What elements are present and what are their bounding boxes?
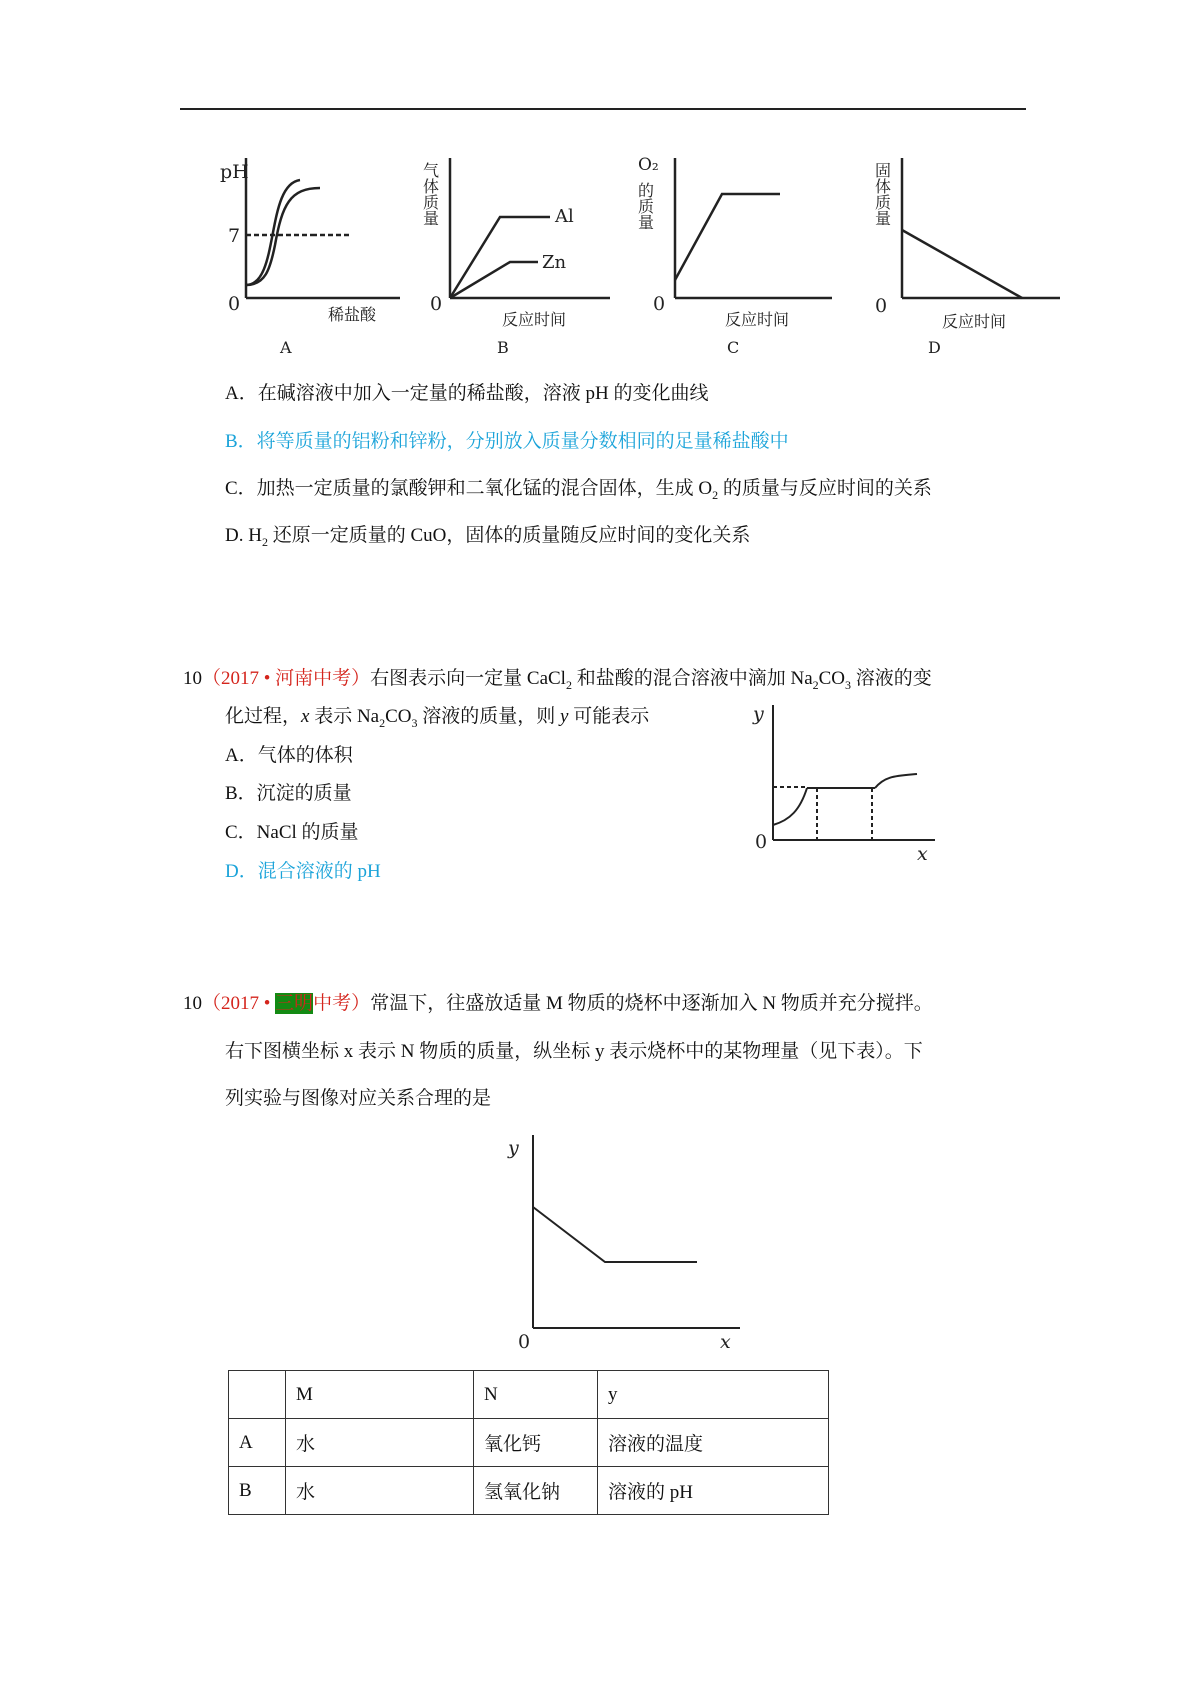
graph-a-origin: 0	[228, 293, 241, 315]
table-cell: 水	[286, 1419, 474, 1467]
subscript: 2	[812, 677, 819, 692]
subscript: 2	[565, 677, 572, 692]
var-y: y	[560, 706, 569, 727]
q10b-graph	[500, 1130, 750, 1355]
graph-b-series-al: Al	[555, 206, 574, 227]
table-cell: 溶液的 pH	[598, 1467, 829, 1515]
graph-b-y-label: 气体质量	[420, 162, 440, 226]
subscript: 2	[261, 534, 268, 549]
q10a-option-d-answer: D．混合溶液的 pH	[225, 861, 381, 882]
q10b-stem-line3: 列实验与图像对应关系合理的是	[225, 1088, 492, 1109]
graph-d-x-label: 反应时间	[942, 312, 1007, 331]
q10a-stem-line1	[183, 663, 932, 693]
graph-c-caption: C	[727, 338, 740, 357]
text: 溶液的变	[851, 668, 932, 689]
q9-option-a: A．在碱溶液中加入一定量的稀盐酸，溶液 pH 的变化曲线	[225, 383, 709, 404]
text: 还原一定质量的 CuO，固体的质量随反应时间的变化关系	[267, 525, 751, 546]
graph-b-caption: B	[497, 338, 509, 357]
text: 可能表示	[568, 706, 650, 727]
graph-d-y-label: 固体质量	[872, 162, 892, 226]
graph-d-caption: D	[928, 338, 941, 357]
text: 表示 Na	[309, 706, 380, 727]
text: 和盐酸的混合溶液中滴加 Na	[571, 668, 813, 689]
graph-a-y-label: pH	[220, 161, 249, 183]
graph-b-origin: 0	[430, 293, 443, 315]
q10b-stem-line2: 右下图横坐标 x 表示 N 物质的质量，纵坐标 y 表示烧杯中的某物理量（见下表）。下	[225, 1041, 923, 1062]
q10b-graph-origin: 0	[518, 1331, 531, 1353]
subscript: 3	[845, 677, 852, 692]
question-number: 10	[183, 668, 202, 689]
q10a-graph-y-label: y	[753, 703, 764, 725]
q10a-graph-x-label: x	[917, 843, 928, 865]
graph-c-x-label: 反应时间	[725, 310, 790, 329]
q10b-graph-y-label: y	[508, 1137, 519, 1159]
text: 化过程，	[225, 706, 302, 727]
q9-option-b-answer: B．将等质量的铝粉和锌粉，分别放入质量分数相同的足量稀盐酸中	[225, 431, 789, 452]
text: CO	[818, 668, 846, 689]
text: 的质量与反应时间的关系	[718, 478, 932, 499]
question-source-highlight: 三明	[275, 993, 314, 1014]
graph-c-origin: 0	[653, 293, 666, 315]
var-x: x	[301, 706, 310, 727]
q9-option-c	[225, 473, 932, 503]
graph-c-y-label: 的质量	[635, 182, 655, 230]
table-cell: 氧化钙	[474, 1419, 598, 1467]
subscript: 2	[379, 715, 386, 730]
text: 常温下，往盛放适量 M 物质的烧杯中逐渐加入 N 物质并充分搅拌。	[370, 993, 933, 1014]
table-cell: 氢氧化钠	[474, 1467, 598, 1515]
graph-a-caption: A	[280, 338, 292, 357]
table-cell: B	[229, 1467, 286, 1515]
subscript: 3	[411, 715, 418, 730]
q10b-stem-line1	[183, 988, 933, 1015]
table-cell: 溶液的温度	[598, 1419, 829, 1467]
q10a-option-a: A．气体的体积	[225, 745, 353, 766]
q10a-option-b: B．沉淀的质量	[225, 783, 352, 804]
text: D. H	[225, 525, 262, 546]
table-cell: 水	[286, 1467, 474, 1515]
q10a-graph-origin: 0	[755, 831, 768, 853]
header-rule	[180, 108, 1026, 110]
q9-option-d	[225, 520, 750, 550]
text: 溶液的质量，则	[417, 706, 561, 727]
question-source-pre: （2017 •	[202, 993, 276, 1014]
text: C．加热一定质量的氯酸钾和二氧化锰的混合固体，生成 O	[225, 478, 713, 499]
question-source-post: 中考）	[313, 993, 371, 1014]
q10b-table	[228, 1370, 829, 1515]
table-header-cell: N	[474, 1371, 598, 1419]
table-header-cell: y	[598, 1371, 829, 1419]
text: CO	[385, 706, 412, 727]
table-header-cell	[229, 1371, 286, 1419]
question-number: 10	[183, 993, 202, 1014]
table-header-row	[229, 1371, 829, 1419]
figure-four-graphs	[220, 150, 1120, 360]
q10a-stem-line2	[225, 701, 649, 731]
subscript: 2	[712, 487, 719, 502]
table-row	[229, 1467, 829, 1515]
table-row	[229, 1419, 829, 1467]
graph-d-origin: 0	[875, 295, 888, 317]
text: 右图表示向一定量 CaCl	[370, 668, 566, 689]
graph-c-y-label-top: O₂	[638, 155, 659, 175]
graph-a-x-label: 稀盐酸	[328, 305, 377, 324]
q10b-graph-x-label: x	[720, 1331, 731, 1353]
graph-b-series-zn: Zn	[542, 252, 567, 273]
q10a-option-c: C．NaCl 的质量	[225, 822, 359, 843]
table-header-cell: M	[286, 1371, 474, 1419]
question-source: （2017 • 河南中考）	[202, 668, 371, 689]
graph-b-x-label: 反应时间	[502, 310, 567, 329]
graph-a-tick-7: 7	[228, 225, 241, 247]
q10a-graph	[745, 700, 945, 870]
table-cell: A	[229, 1419, 286, 1467]
